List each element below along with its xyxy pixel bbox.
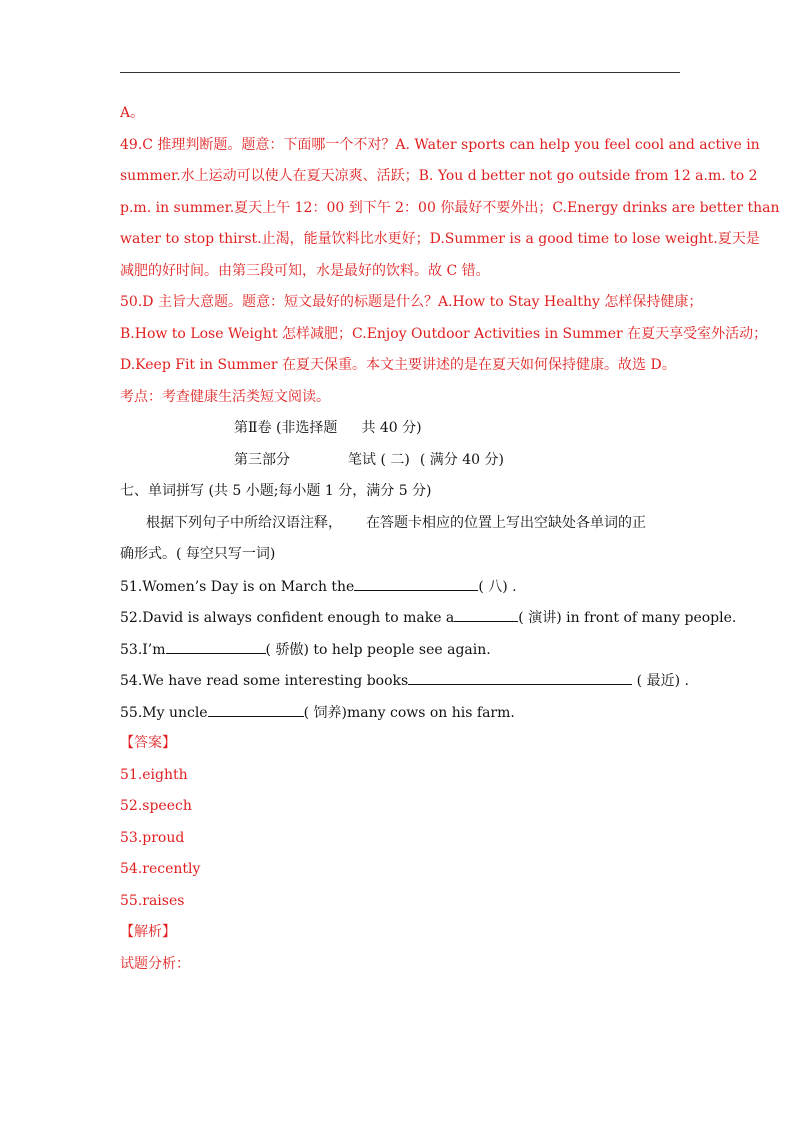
header-rule [120,72,680,73]
part-exam: 笔试 ( 二) [348,451,410,468]
q49-line: p.m. in summer.夏天上午 12：00 到下午 2：00 你最好不要外出；C.Energy drinks are better than [120,199,780,216]
question-tail: many cows on his farm. [346,704,515,721]
q49-line: water to stop thirst.止渴，能量饮料比水更好；D.Summer is a good time to lose weight.夏天是 [120,231,760,247]
q50-line: D.Keep Fit in Summer 在夏天保重。本文主要讲述的是在夏天如何保持健康。故选 D。 [120,357,676,373]
question-hint: ( 骄傲) [265,641,309,658]
question-text: 52.David is always confident enough to make a [120,610,455,626]
question-52 [120,607,737,639]
instruction-part-b: 在答题卡相应的位置上写出空缺处各单词的正 [366,514,646,531]
spelling-heading: 七、单词拼写 (共 5 小题;每小题 1 分，满分 5 分) [120,483,432,499]
question-54 [120,670,689,702]
question-tail: to help people see again. [308,641,491,658]
page-content [120,103,780,985]
q50-line: B.How to Lose Weight 怎样减肥；C.Enjoy Outdoor Activities in Summer 在夏天享受室外活动； [120,325,768,342]
analysis-intro: 试题分析： [120,955,190,972]
question-hint: ( 最近) [632,673,681,689]
q49-line: 减肥的好时间。由第三段可知，水是最好的饮料。故 C 错。 [120,262,490,279]
question-hint: ( 饲养) [303,704,347,721]
kaodian-line: 考点：考查健康生活类短文阅读。 [120,388,330,405]
volume-title [120,418,680,450]
question-text: 54.We have read some interesting books [120,673,409,689]
spelling-instruction-cont: 确形式。( 每空只写一词) [120,546,276,562]
question-text: 53.I’m [120,641,166,658]
q49-line: summer.水上运动可以使人在夏天凉爽、活跃；B. You d better not go outside from 12 a.m. to 2 [120,168,758,184]
question-51 [120,576,680,608]
question-55 [120,702,680,734]
answer-item: 55.raises [120,892,185,909]
answer-item: 54.recently [120,861,201,877]
question-hint: ( 八) [478,578,508,595]
answer-item: 53.proud [120,829,185,846]
question-53 [120,639,680,671]
q50-line: 50.D 主旨大意题。题意：短文最好的标题是什么？A.How to Stay Healthy 怎样保持健康； [120,294,703,310]
question-tail: . [507,578,517,595]
instruction-part-a: 根据下列句子中所给汉语注释， [146,514,342,531]
part-score: ( 满分 40 分) [419,451,504,468]
question-text: 55.My uncle [120,704,208,721]
volume-title-text: 第Ⅱ卷 (非选择题 [234,420,338,436]
answer-label: 【答案】 [120,735,176,751]
part-title-text: 第三部分 [234,451,290,468]
analysis-line-a: A。 [120,105,145,121]
volume-score: 共 40 分) [361,420,422,436]
answer-item: 52.speech [120,798,192,814]
answer-blank[interactable] [208,702,304,717]
spelling-instruction [120,513,680,545]
question-hint: ( 演讲) [518,610,562,626]
question-text: 51.Women’s Day is on March the [120,578,355,595]
question-tail: . [680,673,689,689]
part-title [120,450,680,482]
answer-blank[interactable] [454,607,518,622]
answer-blank[interactable] [408,670,632,685]
answer-blank[interactable] [166,639,266,654]
answer-blank[interactable] [354,576,478,591]
question-tail: in front of many people. [561,610,737,626]
answer-item: 51.eighth [120,766,188,783]
analysis-label: 【解析】 [120,924,176,940]
q49-line: 49.C 推理判断题。题意：下面哪一个不对？A. Water sports can help you feel cool and active in [120,136,760,153]
